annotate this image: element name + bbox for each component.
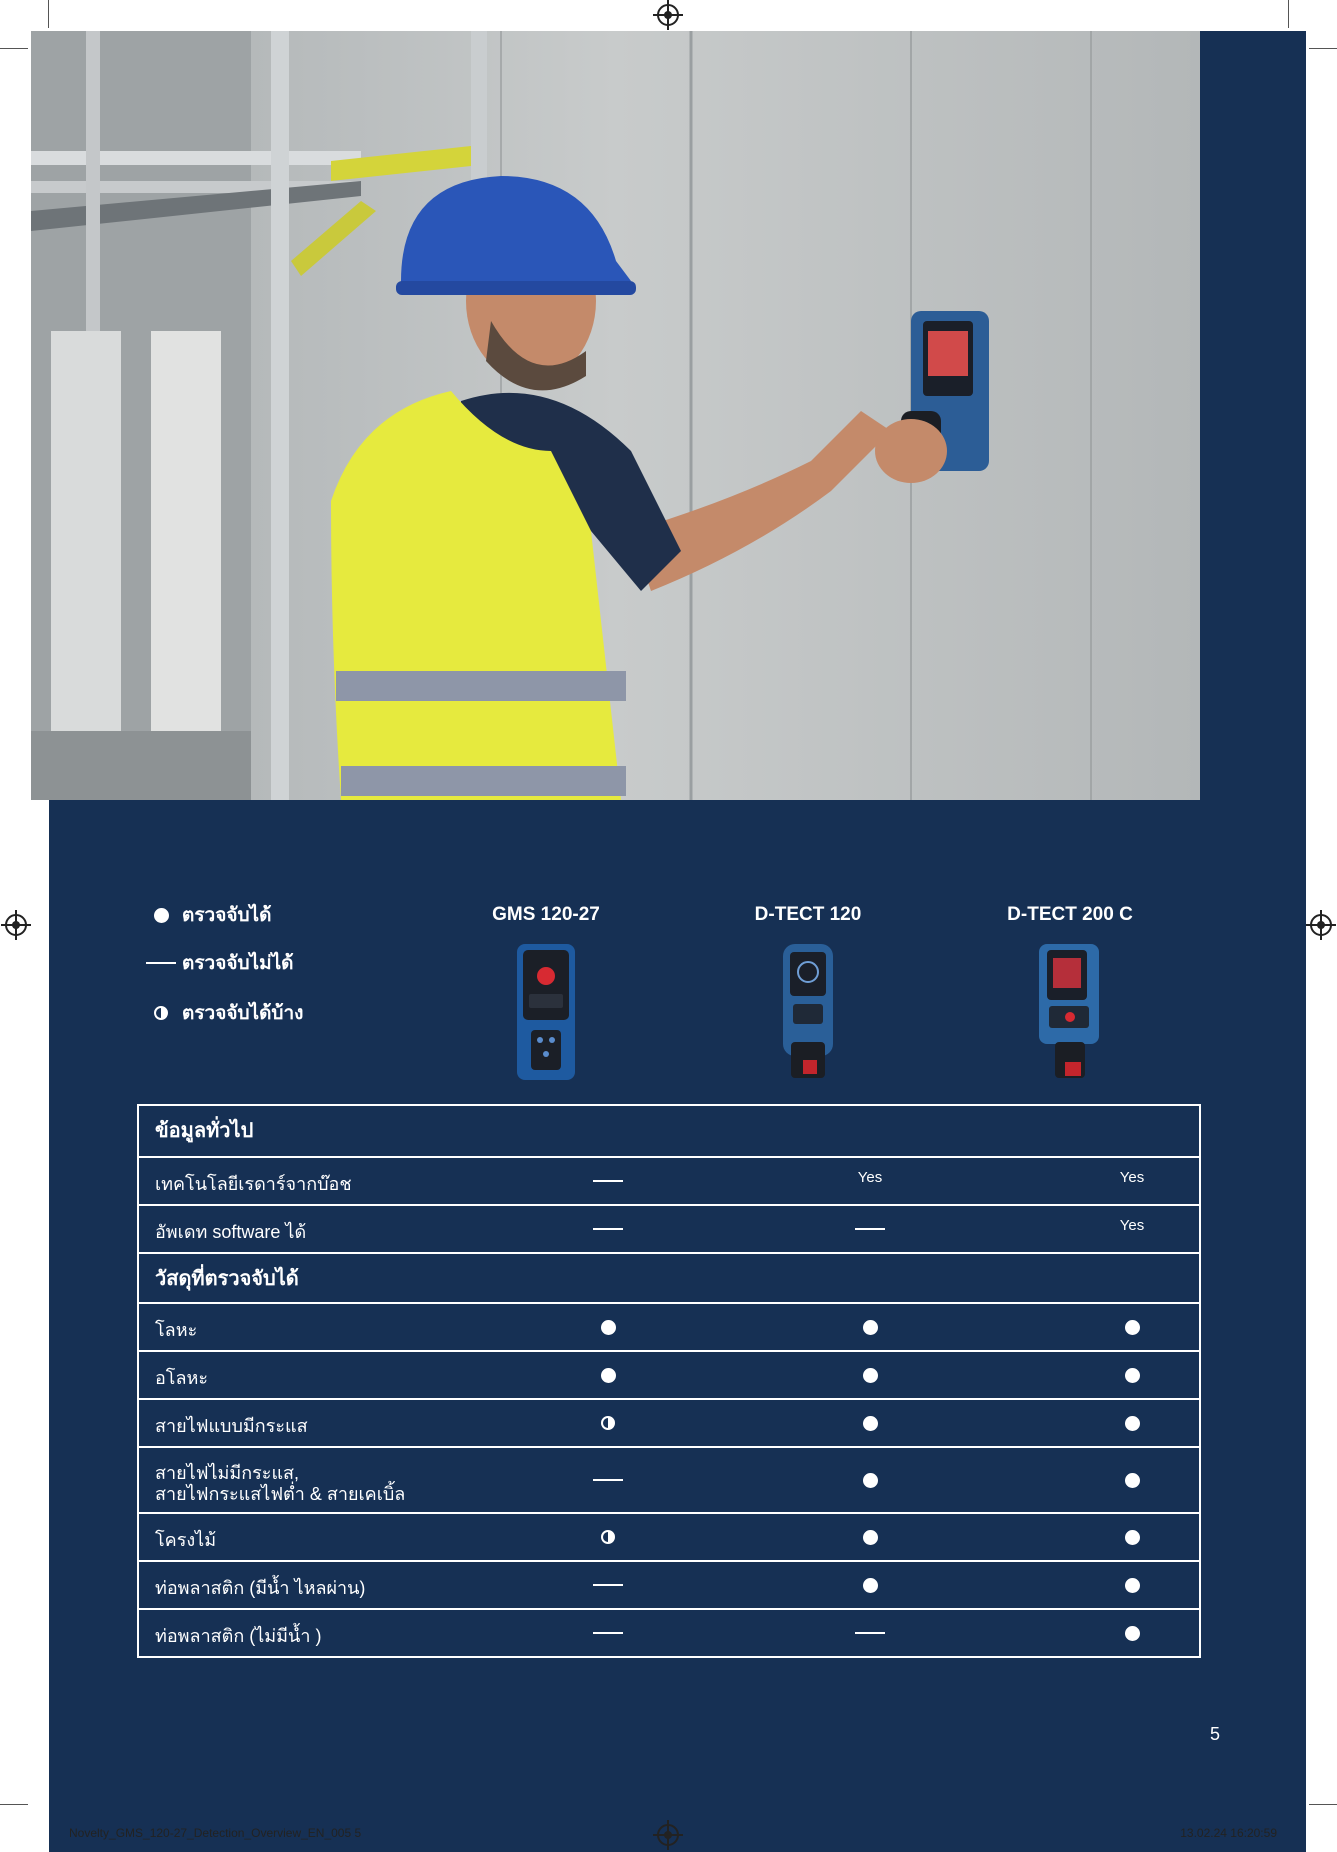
section-title: วัสดุที่ตรวจจับได้: [155, 1268, 299, 1290]
d-tect-200-c-product-image: [1035, 942, 1105, 1082]
print-slug: Novelty_GMS_120-27_Detection_Overview_EN_005 5: [69, 1826, 362, 1840]
table-row: [139, 1512, 1199, 1560]
table-row: [139, 1156, 1199, 1204]
crop-mark: [48, 0, 49, 28]
table-cell: [810, 1206, 930, 1252]
dash-icon: [855, 1632, 885, 1634]
table-section-header: [139, 1252, 1199, 1302]
dash-icon: [593, 1180, 623, 1182]
product-column-d-tect-200-c: [970, 900, 1170, 1082]
row-label: อัพเดท software ได้: [155, 1222, 307, 1242]
table-cell: [548, 1514, 668, 1560]
registration-mark-icon: [657, 1824, 679, 1846]
crop-mark: [1288, 0, 1289, 28]
table-cell: [548, 1448, 668, 1512]
registration-mark-icon: [1310, 914, 1332, 936]
filled-circle-icon: [1125, 1473, 1140, 1488]
table-row: [139, 1446, 1199, 1512]
dash-icon: [593, 1479, 623, 1481]
table-cell: [1072, 1304, 1192, 1350]
table-cell: [1072, 1514, 1192, 1560]
table-cell: [1072, 1610, 1192, 1656]
filled-circle-icon: [863, 1320, 878, 1335]
table-row: [139, 1608, 1199, 1656]
dash-icon: [146, 962, 176, 964]
cell-value: Yes: [1119, 1168, 1145, 1186]
dash-icon: [593, 1632, 623, 1634]
filled-circle-icon: [154, 908, 169, 923]
hero-photo-worker-scanning-wall: [31, 31, 1200, 800]
filled-circle-icon: [1125, 1530, 1140, 1545]
cell-value: Yes: [857, 1168, 883, 1186]
crop-mark: [1309, 48, 1337, 49]
dash-icon: [855, 1228, 885, 1230]
row-label: ท่อพลาสติก (มีน้ำ ไหลผ่าน): [155, 1578, 366, 1598]
print-timestamp: 13.02.24 16:20:59: [1180, 1826, 1277, 1840]
filled-circle-icon: [1125, 1416, 1140, 1431]
crop-mark: [1309, 1804, 1337, 1805]
table-row: [139, 1204, 1199, 1252]
filled-circle-icon: [601, 1320, 616, 1335]
row-label: สายไฟไม่มีกระแส, สายไฟกระแสไฟต่ำ & สายเคเบิ้ล: [155, 1463, 406, 1504]
crop-mark: [0, 48, 28, 49]
filled-circle-icon: [863, 1473, 878, 1488]
table-cell: [810, 1562, 930, 1608]
registration-mark-icon: [5, 914, 27, 936]
row-label: อโลหะ: [155, 1368, 209, 1388]
row-label: โลหะ: [155, 1320, 198, 1340]
table-cell: [548, 1610, 668, 1656]
filled-circle-icon: [863, 1416, 878, 1431]
table-cell: [810, 1610, 930, 1656]
table-cell: [1072, 1206, 1192, 1252]
legend-item-partially-detectable: [140, 998, 303, 1028]
legend-item-detectable: [140, 900, 271, 930]
table-cell: [1072, 1352, 1192, 1398]
filled-circle-icon: [1125, 1368, 1140, 1383]
product-name: D-TECT 120: [754, 904, 862, 925]
dash-icon: [593, 1228, 623, 1230]
table-cell: [548, 1562, 668, 1608]
gms-120-27-product-image: [511, 942, 581, 1082]
table-section-header: [139, 1106, 1199, 1156]
row-label: โครงไม้: [155, 1530, 217, 1550]
filled-circle-icon: [863, 1578, 878, 1593]
filled-circle-icon: [1125, 1320, 1140, 1335]
table-cell: [548, 1400, 668, 1446]
table-row: [139, 1398, 1199, 1446]
registration-mark-icon: [657, 4, 679, 26]
d-tect-120-product-image: [773, 942, 843, 1082]
table-cell: [1072, 1562, 1192, 1608]
table-cell: [810, 1304, 930, 1350]
half-circle-icon: [601, 1530, 615, 1544]
filled-circle-icon: [1125, 1578, 1140, 1593]
filled-circle-icon: [863, 1530, 878, 1545]
table-row: [139, 1560, 1199, 1608]
dash-icon: [593, 1584, 623, 1586]
table-cell: [548, 1352, 668, 1398]
product-name: D-TECT 200 C: [1007, 904, 1133, 925]
section-title: ข้อมูลทั่วไป: [155, 1120, 254, 1142]
half-circle-icon: [154, 1006, 168, 1020]
table-cell: [810, 1400, 930, 1446]
table-cell: [810, 1352, 930, 1398]
row-label: ท่อพลาสติก (ไม่มีน้ำ ): [155, 1626, 322, 1646]
half-circle-icon: [601, 1416, 615, 1430]
table-row: [139, 1302, 1199, 1350]
table-cell: [548, 1206, 668, 1252]
table-cell: [810, 1448, 930, 1512]
row-label: เทคโนโลยีเรดาร์จากบ๊อช: [155, 1174, 352, 1194]
table-cell: [548, 1304, 668, 1350]
table-cell: [1072, 1400, 1192, 1446]
table-cell: [810, 1514, 930, 1560]
crop-mark: [0, 1804, 28, 1805]
product-name: GMS 120-27: [492, 904, 600, 925]
legend-label: ตรวจจับได้: [182, 905, 272, 926]
table-cell: [1072, 1158, 1192, 1204]
filled-circle-icon: [863, 1368, 878, 1383]
table-cell: [810, 1158, 930, 1204]
worker-illustration: [31, 31, 1200, 800]
table-cell: [1072, 1448, 1192, 1512]
legend-label: ตรวจจับไม่ได้: [182, 953, 294, 974]
filled-circle-icon: [601, 1368, 616, 1383]
table-row: [139, 1350, 1199, 1398]
row-label: สายไฟแบบมีกระแส: [155, 1416, 308, 1436]
filled-circle-icon: [1125, 1626, 1140, 1641]
feature-comparison-table: [137, 1104, 1201, 1658]
cell-value: Yes: [1119, 1216, 1145, 1234]
page-number: 5: [1209, 1724, 1220, 1744]
legend-label: ตรวจจับได้บ้าง: [182, 1003, 304, 1024]
table-cell: [548, 1158, 668, 1204]
product-column-gms-120-27: [446, 900, 646, 1082]
legend-item-not-detectable: [140, 948, 294, 978]
product-column-d-tect-120: [708, 900, 908, 1082]
